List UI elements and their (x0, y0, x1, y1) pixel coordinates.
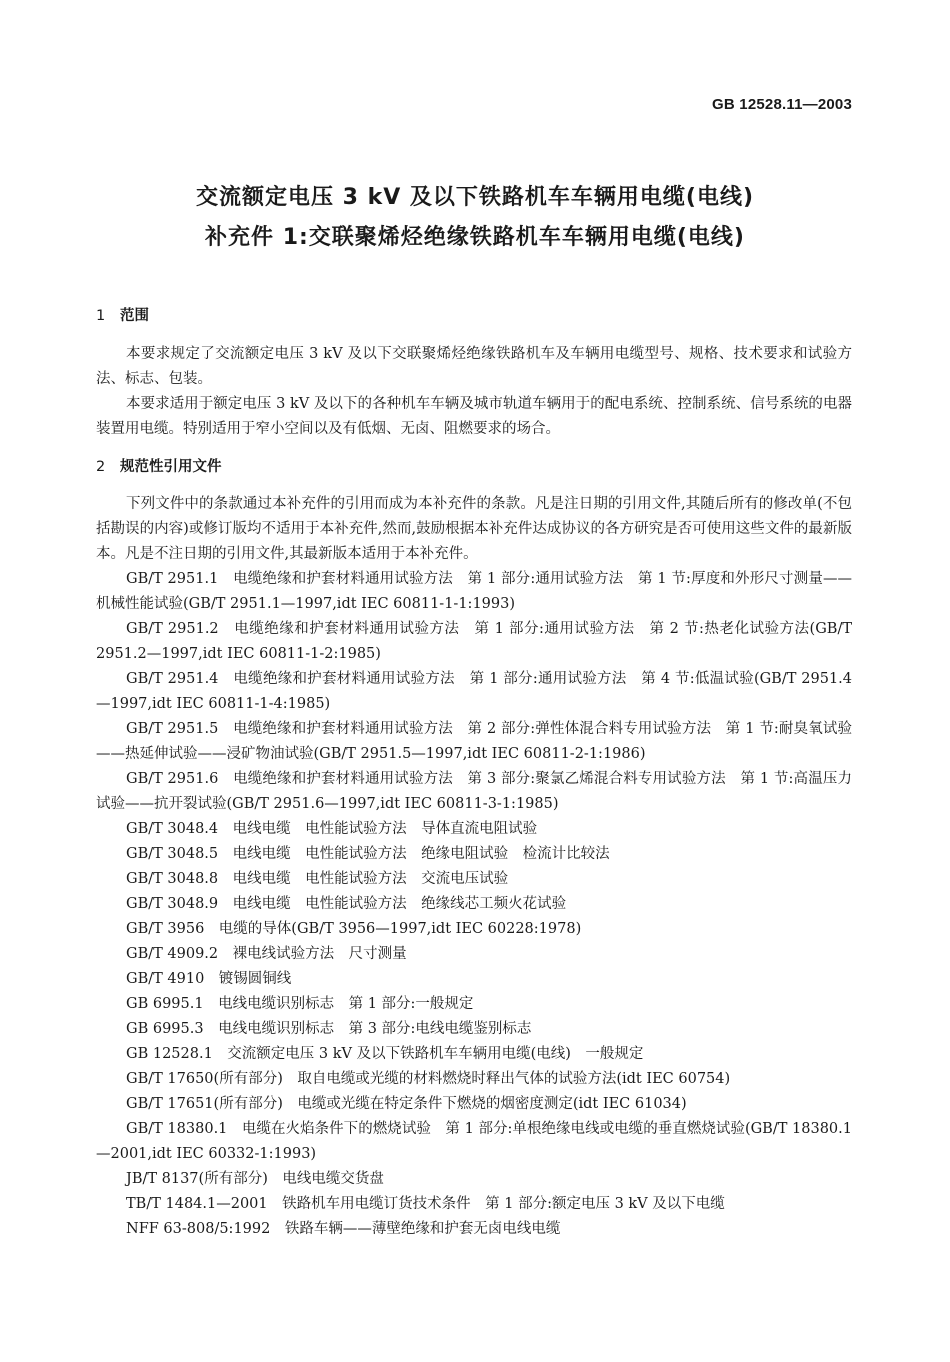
reference-item: GB/T 2951.6 电缆绝缘和护套材料通用试验方法 第 3 部分:聚氯乙烯混合料专用试验方法 第 1 节:高温压力试验——抗开裂试验(GB/T 2951.6—1997,idt IEC 60811-3-1:1985) (96, 771, 852, 812)
title-line-2: 补充件 1:交联聚烯烃绝缘铁路机车车辆用电缆(电线) (205, 225, 745, 250)
section-number: 1 (96, 308, 106, 324)
scope-paragraph-2: 本要求适用于额定电压 3 kV 及以下的各种机车车辆及城市轨道车辆用于的配电系统、控制系统、信号系统的电器装置用电缆。特别适用于窄小空间以及有低烟、无卤、阻燃要求的场合。 (96, 396, 852, 437)
section-1-heading (96, 304, 149, 325)
standard-code: GB 12528.11—2003 (712, 96, 852, 113)
reference-list (96, 567, 852, 1242)
reference-item: GB/T 3048.5 电线电缆 电性能试验方法 绝缘电阻试验 检流计比较法 (126, 846, 610, 862)
section-title: 规范性引用文件 (120, 459, 222, 475)
section-title: 范围 (120, 308, 149, 324)
section-2-heading (96, 455, 222, 476)
scope-paragraph-1: 本要求规定了交流额定电压 3 kV 及以下交联聚烯烃绝缘铁路机车及车辆用电缆型号、规格、技术要求和试验方法、标志、包装。 (96, 346, 852, 387)
reference-item: GB/T 3956 电缆的导体(GB/T 3956—1997,idt IEC 60228:1978) (126, 921, 582, 937)
reference-item: GB/T 4910 镀锡圆铜线 (126, 971, 292, 987)
references-intro: 下列文件中的条款通过本补充件的引用而成为本补充件的条款。凡是注日期的引用文件,其随后所有的修改单(不包括勘误的内容)或修订版均不适用于本补充件,然而,鼓励根据本补充件达成协议的各方研究是否可使用这些文件的最新版本。凡是不注日期的引用文件,其最新版本适用于本补充件。 (96, 496, 852, 562)
reference-item: GB/T 2951.4 电缆绝缘和护套材料通用试验方法 第 1 部分:通用试验方法 第 4 节:低温试验(GB/T 2951.4—1997,idt IEC 60811-1-4:1985) (96, 671, 852, 712)
reference-item: GB 6995.3 电线电缆识别标志 第 3 部分:电线电缆鉴别标志 (126, 1021, 532, 1037)
reference-item: GB 12528.1 交流额定电压 3 kV 及以下铁路机车车辆用电缆(电线) 一般规定 (126, 1046, 644, 1062)
title-line-1: 交流额定电压 3 kV 及以下铁路机车车辆用电缆(电线) (195, 185, 755, 210)
reference-item: GB/T 2951.1 电缆绝缘和护套材料通用试验方法 第 1 部分:通用试验方法 第 1 节:厚度和外形尺寸测量——机械性能试验(GB/T 2951.1—1997,idt IEC 60811-1-1:1993) (96, 571, 852, 612)
reference-item: GB/T 17650(所有部分) 取自电缆或光缆的材料燃烧时释出气体的试验方法(idt IEC 60754) (126, 1071, 731, 1087)
reference-item: NFF 63-808/5:1992 铁路车辆——薄壁绝缘和护套无卤电线电缆 (126, 1221, 561, 1237)
reference-item: GB/T 3048.4 电线电缆 电性能试验方法 导体直流电阻试验 (126, 821, 538, 837)
reference-item: GB 6995.1 电线电缆识别标志 第 1 部分:一般规定 (126, 996, 474, 1012)
section-number: 2 (96, 459, 106, 475)
reference-item: GB/T 4909.2 裸电线试验方法 尺寸测量 (126, 946, 407, 962)
reference-item: JB/T 8137(所有部分) 电线电缆交货盘 (126, 1171, 384, 1187)
reference-item: GB/T 17651(所有部分) 电缆或光缆在特定条件下燃烧的烟密度测定(idt IEC 61034) (126, 1096, 687, 1112)
reference-item: GB/T 2951.5 电缆绝缘和护套材料通用试验方法 第 2 部分:弹性体混合料专用试验方法 第 1 节:耐臭氧试验——热延伸试验——浸矿物油试验(GB/T 2951.5—1997,idt IEC 60811-2-1:1986) (96, 721, 852, 762)
reference-item: GB/T 2951.2 电缆绝缘和护套材料通用试验方法 第 1 部分:通用试验方法 第 2 节:热老化试验方法(GB/T 2951.2—1997,idt IEC 60811-1-2:1985) (96, 621, 852, 662)
reference-item: GB/T 3048.9 电线电缆 电性能试验方法 绝缘线芯工频火花试验 (126, 896, 567, 912)
reference-item: GB/T 3048.8 电线电缆 电性能试验方法 交流电压试验 (126, 871, 509, 887)
reference-item: GB/T 18380.1 电缆在火焰条件下的燃烧试验 第 1 部分:单根绝缘电线或电缆的垂直燃烧试验(GB/T 18380.1—2001,idt IEC 60332-1:1993) (96, 1121, 852, 1162)
reference-item: TB/T 1484.1—2001 铁路机车用电缆订货技术条件 第 1 部分:额定电压 3 kV 及以下电缆 (126, 1196, 725, 1212)
